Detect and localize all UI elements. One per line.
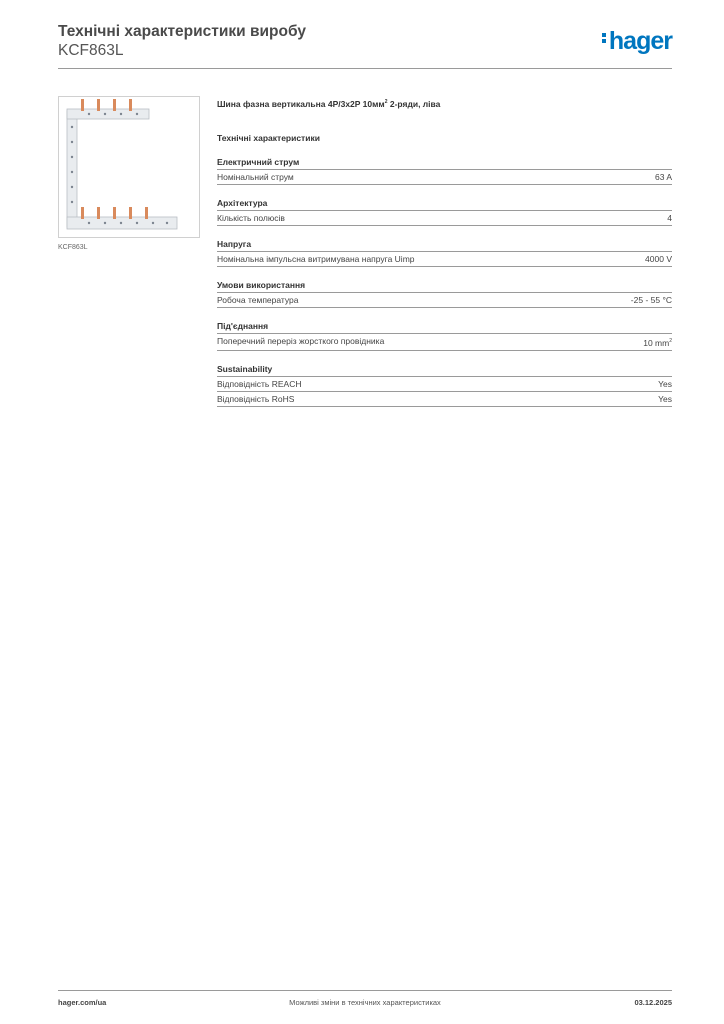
spec-value: Yes (658, 378, 672, 389)
spec-row (217, 377, 672, 392)
spec-value-sup: 2 (669, 337, 672, 344)
spec-label: Номінальна імпульсна витримувана напруга Uimp (217, 253, 415, 264)
spec-label: Номінальний струм (217, 171, 294, 182)
busbar-icon (59, 97, 199, 237)
logo-text: hager (608, 27, 672, 55)
footer-date: 03.12.2025 (634, 998, 672, 1007)
spec-value-main: 10 mm (643, 337, 670, 348)
logo-dots-icon (602, 31, 607, 45)
header-divider (58, 68, 672, 69)
spec-row (217, 170, 672, 185)
product-name-sup: 2 (384, 99, 388, 105)
spec-label: Кількість полюсів (217, 212, 285, 223)
group-title: Напруга (217, 238, 672, 252)
spec-value (643, 334, 672, 350)
hager-logo (602, 28, 672, 54)
group-title: Умови використання (217, 279, 672, 293)
group-title: Sustainability (217, 363, 672, 377)
spec-value: 4 (667, 212, 672, 223)
product-image (58, 96, 200, 238)
section-heading: Технічні характеристики (217, 132, 320, 143)
product-name (217, 96, 672, 110)
spec-value: -25 - 55 °C (630, 294, 672, 305)
spec-value: 4000 V (645, 253, 672, 264)
footer-note: Можливі зміни в технічних характеристиках (289, 998, 441, 1007)
spec-row (217, 334, 672, 351)
group-title: Під'єднання (217, 320, 672, 334)
spec-label: Поперечний переріз жорсткого провідника (217, 335, 385, 346)
product-name-suffix: 2-ряди, ліва (387, 98, 441, 109)
spec-label: Відповідність RoHS (217, 393, 295, 404)
product-name-main: Шина фазна вертикальна 4P/3x2P 10мм (217, 98, 385, 109)
spec-label: Робоча температура (217, 294, 299, 305)
spec-row (217, 211, 672, 226)
product-code: KCF863L (58, 42, 124, 59)
group-title: Електричний струм (217, 156, 672, 170)
document-title: Технічні характеристики виробу (58, 23, 306, 40)
spec-row (217, 293, 672, 308)
spec-row (217, 252, 672, 267)
spec-row (217, 392, 672, 407)
image-caption: KCF863L (58, 244, 88, 251)
specifications (217, 96, 672, 407)
spec-value: Yes (658, 393, 672, 404)
group-title: Архітектура (217, 197, 672, 211)
footer-divider (58, 990, 672, 991)
spec-value: 63 A (654, 171, 672, 182)
website-link[interactable]: hager.com/ua (58, 998, 107, 1007)
spec-label: Відповідність REACH (217, 378, 302, 389)
page-header (58, 22, 672, 60)
